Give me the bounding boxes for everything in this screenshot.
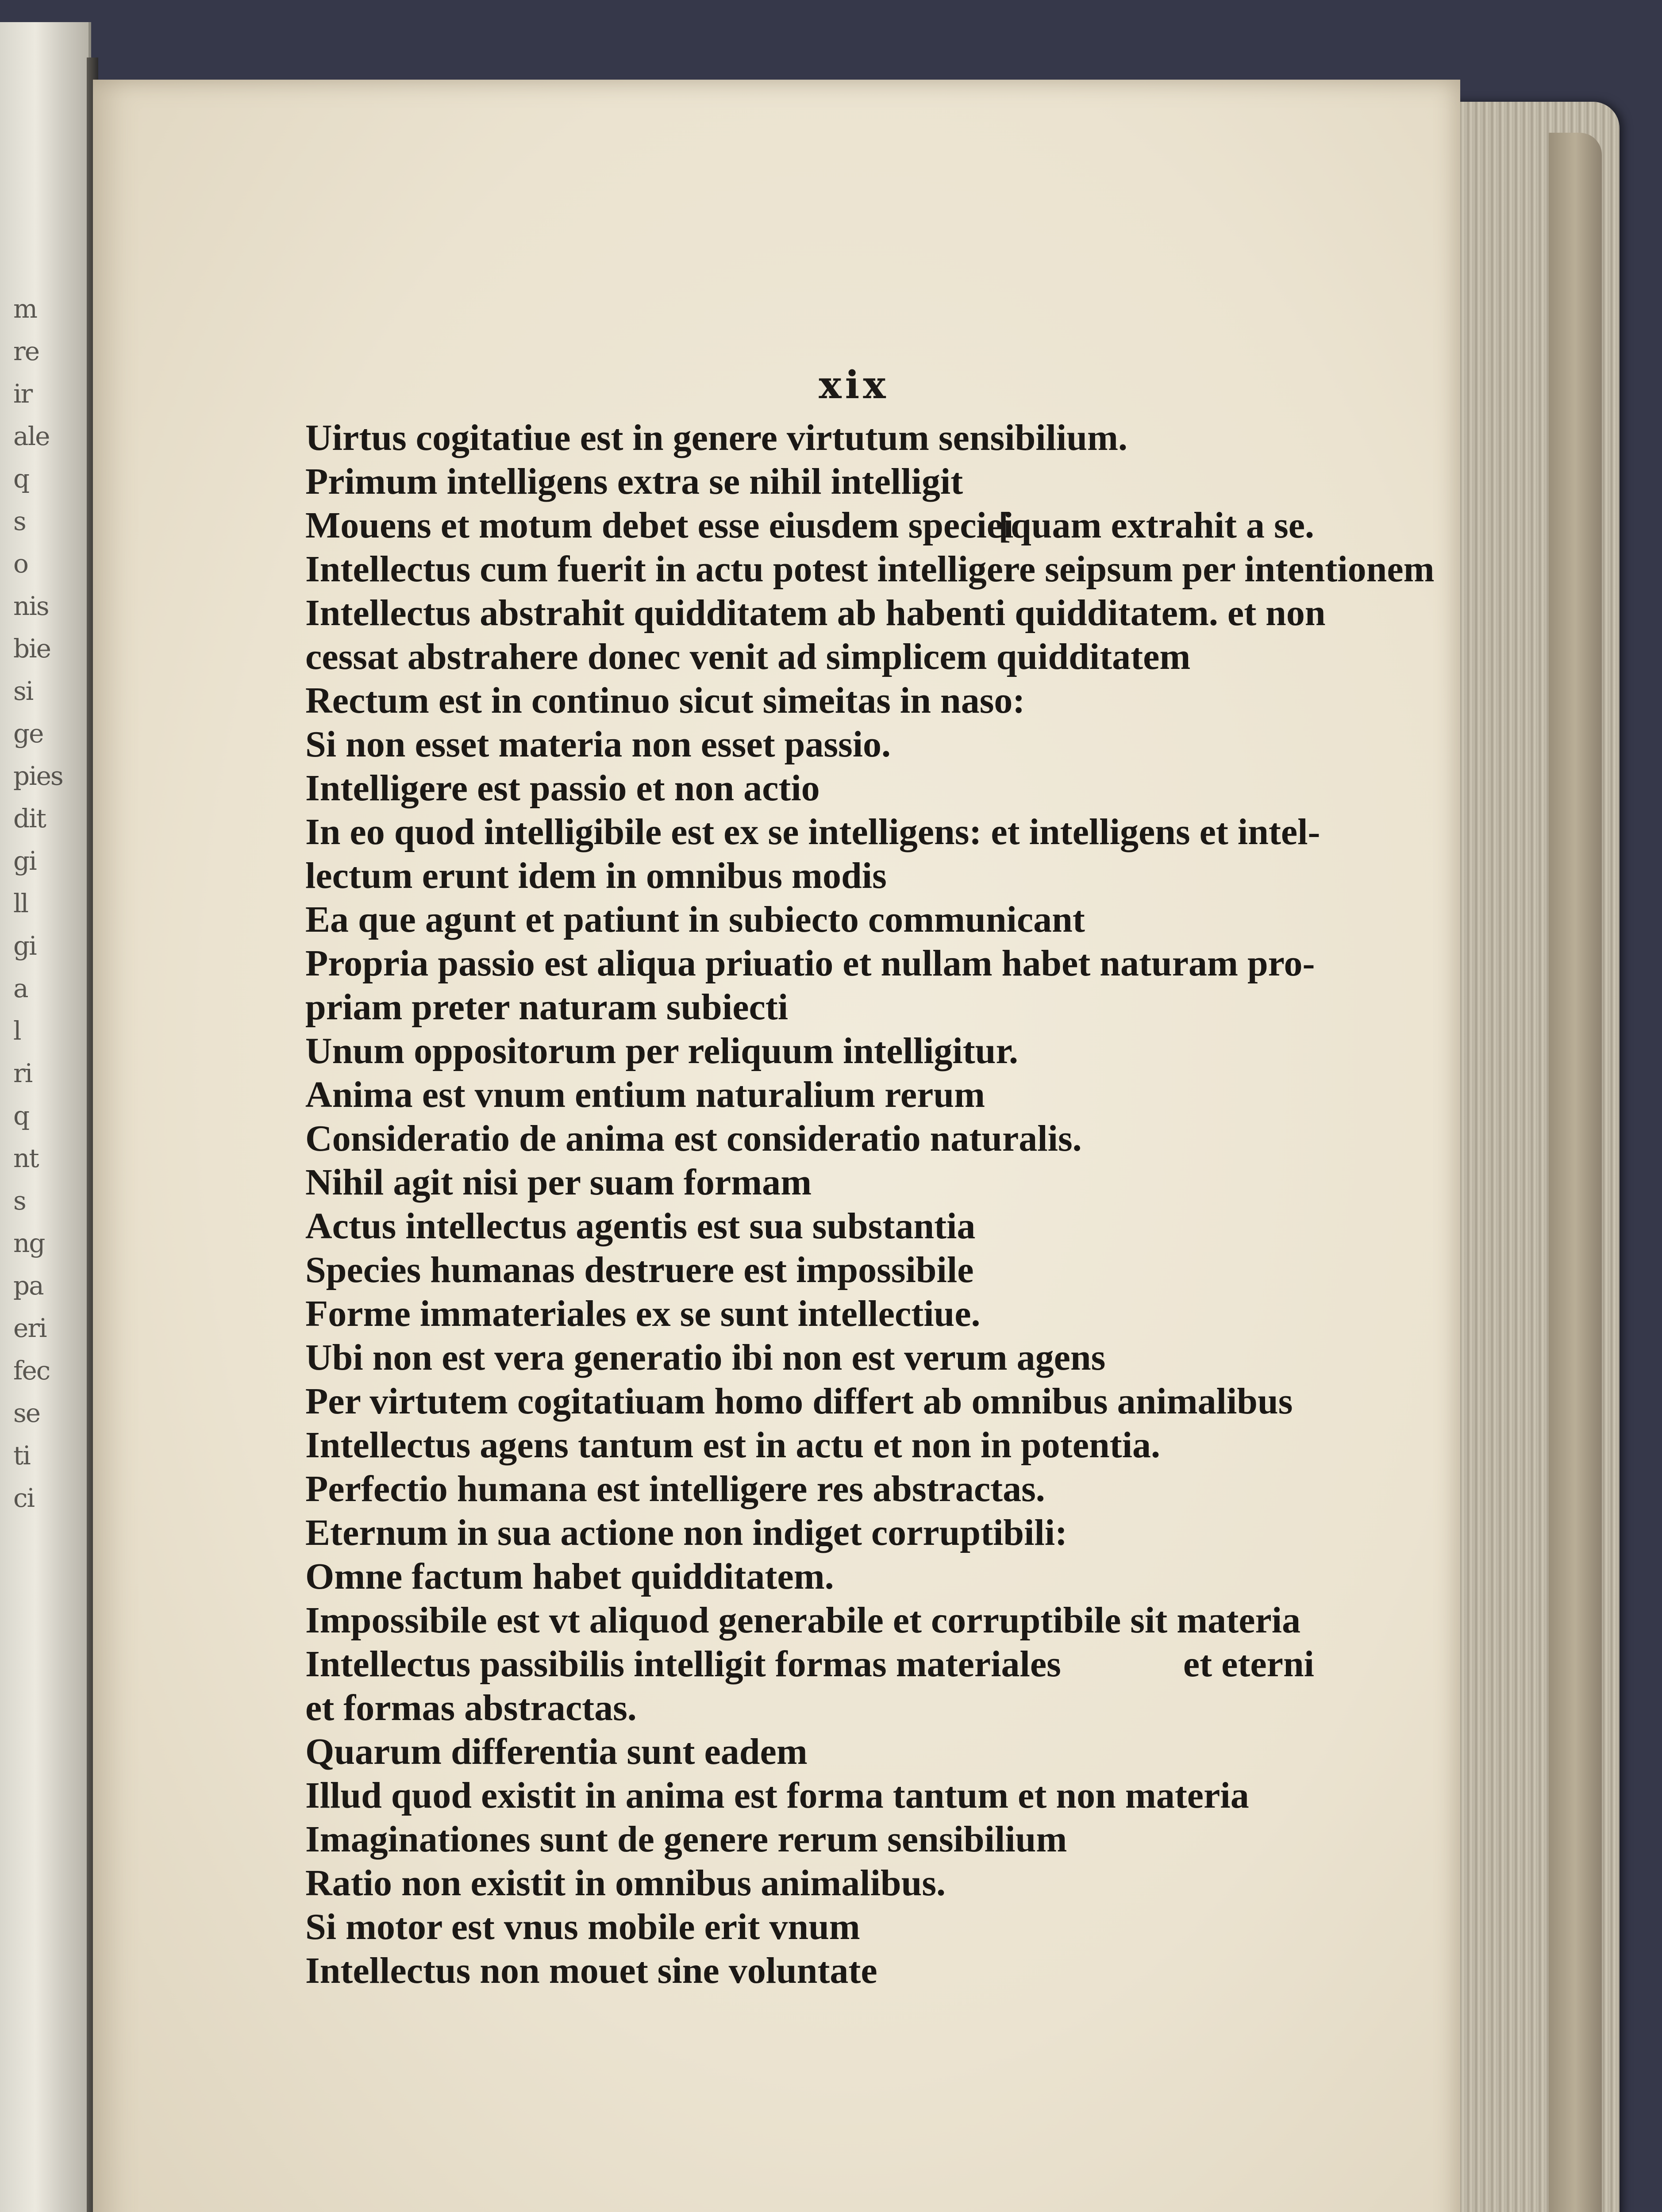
text-line-main: Illud quod existit in anima est forma tantum et non materia — [305, 1775, 1249, 1816]
left-page-fragment: dit — [13, 803, 46, 833]
text-line-main: Intellectus passibilis intelligit formas materiales — [305, 1644, 1061, 1685]
text-line-main: Si non esset materia non esset passio. — [305, 724, 891, 765]
left-page-fragment: s — [13, 1186, 26, 1216]
text-line — [305, 460, 1314, 503]
text-line — [305, 1073, 1314, 1117]
left-page-fragment: ge — [13, 718, 43, 749]
text-line — [305, 941, 1314, 985]
text-line — [305, 854, 1314, 898]
text-line-main: Intellectus cum fuerit in actu potest intelligere seipsum per intentionem — [305, 549, 1435, 590]
left-page-fragment: se — [13, 1398, 40, 1428]
text-line-main: lectum erunt idem in omnibus modis — [305, 855, 887, 896]
text-line — [305, 1423, 1314, 1467]
text-line-main: Consideratio de anima est consideratio naturalis. — [305, 1118, 1082, 1159]
text-line-main: Ratio non existit in omnibus animalibus. — [305, 1863, 946, 1904]
text-line — [305, 1642, 1314, 1686]
text-line-main: Intellectus abstrahit quidditatem ab habenti quidditatem. et non — [305, 592, 1326, 634]
left-page-fragment: gi — [13, 931, 36, 961]
left-page-fragment: m — [13, 294, 37, 324]
text-line-main: In eo quod intelligibile est ex se intelligens: et intelligens et intel- — [305, 811, 1320, 853]
left-page-fragment: pies — [13, 761, 63, 791]
text-line — [305, 1686, 1314, 1730]
text-line-main: Uirtus cogitatiue est in genere virtutum sensibilium. — [305, 417, 1128, 458]
text-line-main: Ea que agunt et patiunt in subiecto communicant — [305, 899, 1085, 940]
left-page-fragment: ri — [13, 1058, 32, 1088]
text-line — [305, 1555, 1314, 1598]
text-line — [305, 1817, 1314, 1861]
text-line-main: cessat abstrahere donec venit ad simplicem quidditatem — [305, 636, 1191, 677]
text-line-main: Intellectus agens tantum est in actu et non in potentia. — [305, 1425, 1161, 1466]
left-page-fragment: a — [13, 973, 28, 1003]
left-page-fragment: o — [13, 549, 28, 579]
left-page-fragment: nt — [13, 1143, 38, 1173]
text-line — [305, 1029, 1314, 1073]
text-line — [305, 722, 1314, 766]
text-line-continuation: [quam extrahit a se. — [998, 505, 1314, 546]
left-page-fragment: ti — [13, 1440, 30, 1471]
left-page-fragment: si — [13, 676, 33, 706]
text-line-main: Actus intellectus agentis est sua substantia — [305, 1206, 976, 1247]
left-page-fragment: ng — [13, 1228, 45, 1258]
text-line-main: Per virtutem cogitatiuam homo differt ab omnibus animalibus — [305, 1381, 1293, 1422]
text-line — [305, 810, 1320, 854]
text-line — [305, 591, 1326, 635]
text-line-main: Quarum differentia sunt eadem — [305, 1731, 808, 1772]
text-line-main: Species humanas destruere est impossibile — [305, 1249, 974, 1290]
text-line — [305, 1379, 1314, 1423]
text-line-main: Intelligere est passio et non actio — [305, 768, 820, 809]
text-line-main: Primum intelligens extra se nihil intelligit — [305, 461, 963, 502]
text-line — [305, 547, 1435, 591]
text-line-main: Perfectio humana est intelligere res abstractas. — [305, 1468, 1045, 1509]
left-page-fragment: fec — [13, 1356, 50, 1386]
text-line-main: Unum oppositorum per reliquum intelligitur. — [305, 1030, 1019, 1071]
left-page-fragment: ci — [13, 1483, 35, 1513]
book-cover-edge — [1549, 133, 1602, 2212]
text-line — [305, 1598, 1314, 1642]
text-line — [305, 1248, 1314, 1292]
text-line-main: Mouens et motum debet esse eiusdem speciei — [305, 505, 1014, 546]
text-line — [305, 985, 1314, 1029]
left-page-fragment: s — [13, 506, 26, 536]
text-line — [305, 1905, 1314, 1949]
left-page-fragment: l — [13, 1016, 21, 1046]
text-line — [305, 1730, 1314, 1774]
text-line — [305, 1292, 1314, 1336]
text-line-main: Si motor est vnus mobile erit vnum — [305, 1906, 860, 1947]
text-line — [305, 635, 1314, 679]
left-page-fragment: q — [13, 1101, 29, 1131]
text-line — [305, 503, 1314, 547]
book-page — [93, 80, 1460, 2212]
left-page-text-fragments — [13, 288, 80, 1880]
text-line — [305, 416, 1314, 460]
text-line — [305, 766, 1314, 810]
left-page-fragment: bie — [13, 634, 51, 664]
text-line-main: Propria passio est aliqua priuatio et nullam habet naturam pro- — [305, 943, 1315, 984]
left-page-fragment: ale — [13, 421, 50, 451]
text-line — [305, 679, 1314, 722]
text-line-main: Anima est vnum entium naturalium rerum — [305, 1074, 985, 1115]
text-line-continuation: et eterni — [1183, 1644, 1314, 1685]
text-line-main: et formas abstractas. — [305, 1687, 637, 1728]
text-line-main: Forme immateriales ex se sunt intellectiue. — [305, 1293, 981, 1334]
text-line — [305, 1511, 1314, 1555]
text-line-main: Ubi non est vera generatio ibi non est verum agens — [305, 1337, 1106, 1378]
text-line-main: Impossibile est vt aliquod generabile et corruptibile sit materia — [305, 1600, 1301, 1641]
text-line — [305, 1336, 1314, 1379]
text-line-main: Intellectus non mouet sine voluntate — [305, 1950, 877, 1991]
left-page-fragment: gi — [13, 846, 36, 876]
text-line — [305, 1949, 1314, 1993]
text-line-main: Eternum in sua actione non indiget corruptibili: — [305, 1512, 1068, 1553]
left-page-fragment: q — [13, 464, 29, 494]
text-block — [305, 416, 1435, 1993]
text-line — [305, 1861, 1314, 1905]
text-line-main: Imaginationes sunt de genere rerum sensibilium — [305, 1819, 1067, 1860]
left-page-fragment: ir — [13, 379, 32, 409]
text-line-main: priam preter naturam subiecti — [305, 987, 789, 1028]
text-line — [305, 1117, 1314, 1160]
text-line-main: Rectum est in continuo sicut simeitas in naso: — [305, 680, 1025, 721]
text-line-main: Omne factum habet quidditatem. — [305, 1556, 834, 1597]
left-page-fragment: nis — [13, 591, 49, 621]
left-page-fragment: ll — [13, 888, 28, 918]
folio-number: xix — [819, 363, 889, 407]
text-line — [305, 1160, 1314, 1204]
left-page-fragment: pa — [13, 1271, 43, 1301]
text-line — [305, 1204, 1314, 1248]
text-line-main: Nihil agit nisi per suam formam — [305, 1162, 812, 1203]
text-line — [305, 1467, 1314, 1511]
left-page-edge — [0, 22, 91, 2212]
left-page-fragment: eri — [13, 1313, 46, 1343]
text-line — [305, 898, 1314, 941]
text-line — [305, 1774, 1314, 1817]
left-page-fragment: re — [13, 336, 39, 366]
